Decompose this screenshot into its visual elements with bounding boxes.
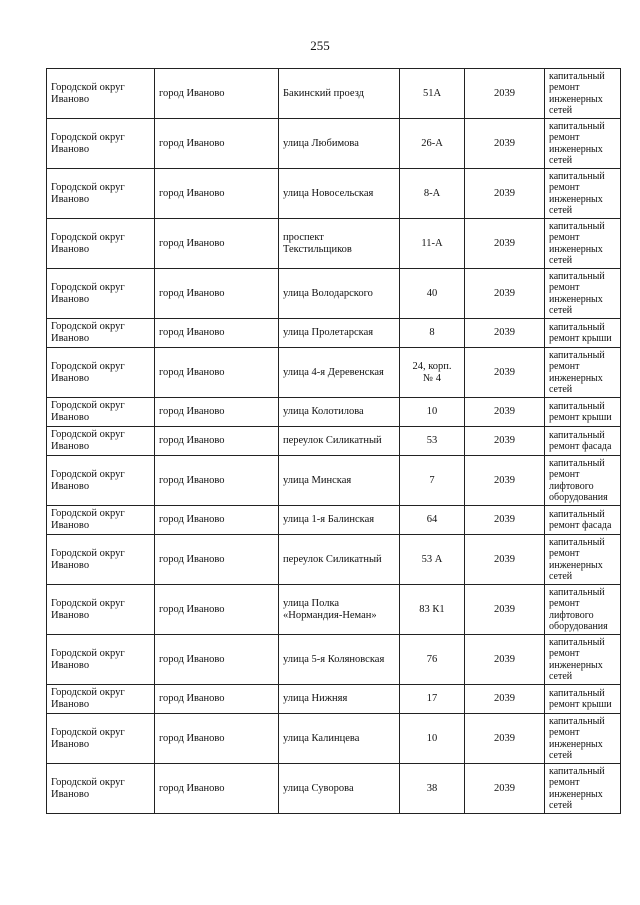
cell-city-text: город Иваново	[159, 603, 225, 615]
table-row	[47, 585, 621, 635]
cell-year	[465, 269, 545, 319]
cell-house-number-text: 76	[426, 653, 438, 665]
cell-work-type	[545, 714, 621, 764]
cell-city-text: город Иваново	[159, 653, 225, 665]
cell-year	[465, 764, 545, 814]
cell-district	[47, 714, 155, 764]
cell-year	[465, 427, 545, 456]
cell-work-type-text: капитальный ремонт инженерных сетей	[549, 349, 605, 395]
cell-street	[279, 685, 400, 714]
cell-house-number-text: 7	[429, 474, 435, 486]
page-number: 255	[310, 38, 330, 53]
cell-district-text: Городской округ Иваново	[51, 687, 125, 710]
cell-year	[465, 348, 545, 398]
cell-year-text: 2039	[494, 514, 515, 525]
cell-house-number-text: 40	[426, 287, 438, 299]
table-row	[47, 714, 621, 764]
cell-city	[155, 319, 279, 348]
cell-work-type-text: капитальный ремонт инженерных сетей	[549, 715, 605, 761]
cell-city	[155, 764, 279, 814]
cell-house-number-text: 11-А	[421, 237, 443, 249]
cell-street-text: улица Нижняя	[283, 693, 348, 704]
cell-work-type-text: капитальный ремонт лифтового оборудования	[549, 457, 608, 503]
cell-city-text: город Иваново	[159, 732, 225, 744]
cell-street	[279, 714, 400, 764]
cell-street	[279, 585, 400, 635]
cell-house-number-text: 53	[426, 435, 438, 446]
cell-district	[47, 169, 155, 219]
table-row	[47, 685, 621, 714]
cell-city-text: город Иваново	[159, 406, 225, 417]
cell-city	[155, 427, 279, 456]
cell-city-text: город Иваново	[159, 366, 225, 378]
cell-house-number	[400, 456, 465, 506]
cell-house-number	[400, 635, 465, 685]
cell-work-type-text: капитальный ремонт крыши	[549, 687, 612, 710]
cell-street	[279, 169, 400, 219]
cell-district	[47, 506, 155, 535]
cell-work-type-text: капитальный ремонт инженерных сетей	[549, 170, 605, 216]
cell-district	[47, 69, 155, 119]
cell-work-type	[545, 764, 621, 814]
cell-work-type-text: капитальный ремонт инженерных сетей	[549, 270, 605, 316]
cell-district-text: Городской округ Иваново	[51, 281, 125, 305]
cell-street	[279, 69, 400, 119]
cell-city-text: город Иваново	[159, 514, 225, 525]
cell-year-text: 2039	[494, 603, 515, 615]
cell-district-text: Городской округ Иваново	[51, 508, 125, 531]
cell-city	[155, 398, 279, 427]
cell-street-text: улица 5-я Коляновская	[283, 653, 385, 665]
cell-city-text: город Иваново	[159, 782, 225, 794]
cell-work-type	[545, 119, 621, 169]
cell-street	[279, 535, 400, 585]
cell-year-text: 2039	[494, 327, 515, 338]
registry-table	[46, 68, 621, 814]
table-row	[47, 69, 621, 119]
cell-district-text: Городской округ Иваново	[51, 597, 125, 621]
cell-street-text: улица Полка «Нормандия-Неман»	[283, 597, 377, 621]
cell-district	[47, 764, 155, 814]
cell-city	[155, 169, 279, 219]
cell-street-text: улица Колотилова	[283, 406, 364, 417]
cell-year-text: 2039	[494, 553, 515, 565]
cell-city-text: город Иваново	[159, 237, 225, 249]
cell-district-text: Городской округ Иваново	[51, 547, 125, 571]
cell-district-text: Городской округ Иваново	[51, 468, 125, 492]
cell-work-type-text: капитальный ремонт фасада	[549, 508, 612, 531]
cell-year	[465, 169, 545, 219]
cell-work-type	[545, 427, 621, 456]
table-row	[47, 764, 621, 814]
cell-city	[155, 685, 279, 714]
cell-district	[47, 348, 155, 398]
cell-district-text: Городской округ Иваново	[51, 726, 125, 750]
cell-district	[47, 585, 155, 635]
table-row	[47, 319, 621, 348]
table-row	[47, 635, 621, 685]
cell-street-text: Бакинский проезд	[283, 87, 364, 99]
cell-street-text: переулок Силикатный	[283, 553, 382, 565]
cell-district-text: Городской округ Иваново	[51, 647, 125, 671]
cell-year	[465, 398, 545, 427]
cell-house-number-text: 26-А	[421, 137, 443, 149]
cell-street-text: улица Калинцева	[283, 732, 360, 744]
cell-city	[155, 635, 279, 685]
cell-street	[279, 319, 400, 348]
cell-city	[155, 119, 279, 169]
table-row	[47, 427, 621, 456]
cell-city-text: город Иваново	[159, 553, 225, 565]
cell-house-number	[400, 398, 465, 427]
cell-year	[465, 585, 545, 635]
cell-house-number	[400, 69, 465, 119]
cell-work-type	[545, 219, 621, 269]
cell-year-text: 2039	[494, 366, 515, 378]
cell-street	[279, 219, 400, 269]
cell-house-number	[400, 685, 465, 714]
cell-year-text: 2039	[494, 693, 515, 704]
cell-work-type-text: капитальный ремонт лифтового оборудования	[549, 586, 608, 632]
cell-year-text: 2039	[494, 435, 515, 446]
cell-work-type	[545, 585, 621, 635]
cell-house-number	[400, 585, 465, 635]
cell-year-text: 2039	[494, 237, 515, 249]
cell-district	[47, 685, 155, 714]
cell-city	[155, 456, 279, 506]
cell-year-text: 2039	[494, 87, 515, 99]
cell-work-type	[545, 348, 621, 398]
cell-house-number	[400, 319, 465, 348]
cell-year-text: 2039	[494, 287, 515, 299]
cell-city-text: город Иваново	[159, 327, 225, 338]
cell-house-number	[400, 169, 465, 219]
cell-work-type	[545, 456, 621, 506]
cell-year	[465, 635, 545, 685]
cell-city-text: город Иваново	[159, 474, 225, 486]
cell-house-number-text: 24, корп. № 4	[412, 360, 452, 384]
cell-year-text: 2039	[494, 406, 515, 417]
cell-city	[155, 714, 279, 764]
cell-district	[47, 398, 155, 427]
cell-house-number	[400, 348, 465, 398]
cell-year-text: 2039	[494, 187, 515, 199]
cell-house-number	[400, 119, 465, 169]
cell-district-text: Городской округ Иваново	[51, 81, 125, 105]
table-row	[47, 456, 621, 506]
cell-district-text: Городской округ Иваново	[51, 181, 125, 205]
cell-city	[155, 269, 279, 319]
cell-house-number	[400, 506, 465, 535]
cell-work-type	[545, 398, 621, 427]
cell-street	[279, 348, 400, 398]
cell-city-text: город Иваново	[159, 187, 225, 199]
cell-city	[155, 535, 279, 585]
cell-city-text: город Иваново	[159, 137, 225, 149]
cell-work-type-text: капитальный ремонт инженерных сетей	[549, 220, 605, 266]
cell-district	[47, 456, 155, 506]
table-row	[47, 119, 621, 169]
cell-work-type-text: капитальный ремонт инженерных сетей	[549, 70, 605, 116]
cell-year-text: 2039	[494, 732, 515, 744]
cell-street	[279, 506, 400, 535]
cell-street-text: улица Пролетарская	[283, 327, 374, 338]
cell-street	[279, 398, 400, 427]
cell-district	[47, 427, 155, 456]
cell-year	[465, 119, 545, 169]
cell-work-type	[545, 169, 621, 219]
cell-house-number-text: 64	[426, 514, 438, 525]
cell-street-text: улица Володарского	[283, 287, 373, 299]
cell-year	[465, 456, 545, 506]
cell-district	[47, 635, 155, 685]
cell-district-text: Городской округ Иваново	[51, 360, 125, 384]
cell-city-text: город Иваново	[159, 87, 225, 99]
table-row	[47, 219, 621, 269]
cell-house-number-text: 53 А	[421, 553, 443, 565]
cell-city	[155, 69, 279, 119]
cell-district-text: Городской округ Иваново	[51, 429, 125, 452]
cell-year	[465, 319, 545, 348]
table-row	[47, 506, 621, 535]
cell-work-type	[545, 269, 621, 319]
table-row	[47, 169, 621, 219]
cell-year-text: 2039	[494, 474, 515, 486]
cell-district	[47, 319, 155, 348]
cell-house-number-text: 8	[429, 327, 435, 338]
cell-work-type	[545, 506, 621, 535]
cell-street-text: улица 1-я Балинская	[283, 514, 375, 525]
cell-work-type-text: капитальный ремонт крыши	[549, 321, 612, 344]
cell-work-type	[545, 635, 621, 685]
cell-year-text: 2039	[494, 137, 515, 149]
cell-work-type-text: капитальный ремонт инженерных сетей	[549, 765, 605, 811]
cell-street	[279, 635, 400, 685]
cell-city-text: город Иваново	[159, 693, 225, 704]
cell-house-number	[400, 219, 465, 269]
cell-house-number	[400, 535, 465, 585]
cell-house-number-text: 83 К1	[419, 603, 445, 615]
cell-house-number-text: 10	[426, 732, 438, 744]
cell-street	[279, 456, 400, 506]
cell-house-number-text: 8-А	[423, 187, 441, 199]
cell-work-type	[545, 69, 621, 119]
cell-street-text: улица Суворова	[283, 782, 354, 794]
cell-street	[279, 427, 400, 456]
cell-city-text: город Иваново	[159, 435, 225, 446]
cell-city	[155, 219, 279, 269]
cell-district-text: Городской округ Иваново	[51, 321, 125, 344]
cell-work-type-text: капитальный ремонт фасада	[549, 429, 612, 452]
cell-district-text: Городской округ Иваново	[51, 400, 125, 423]
cell-city	[155, 506, 279, 535]
cell-district-text: Городской округ Иваново	[51, 131, 125, 155]
cell-house-number	[400, 269, 465, 319]
cell-year	[465, 506, 545, 535]
cell-district-text: Городской округ Иваново	[51, 231, 125, 255]
table-row	[47, 269, 621, 319]
cell-work-type-text: капитальный ремонт инженерных сетей	[549, 120, 605, 166]
cell-district	[47, 119, 155, 169]
cell-street	[279, 119, 400, 169]
cell-city	[155, 348, 279, 398]
cell-street	[279, 764, 400, 814]
cell-year	[465, 685, 545, 714]
cell-year	[465, 535, 545, 585]
cell-house-number	[400, 714, 465, 764]
cell-house-number-text: 17	[426, 693, 438, 704]
cell-city-text: город Иваново	[159, 287, 225, 299]
cell-work-type	[545, 535, 621, 585]
cell-work-type-text: капитальный ремонт инженерных сетей	[549, 536, 605, 582]
cell-city	[155, 585, 279, 635]
cell-street-text: улица 4-я Деревенская	[283, 366, 384, 378]
table-row	[47, 398, 621, 427]
cell-street-text: улица Любимова	[283, 137, 359, 149]
cell-district	[47, 219, 155, 269]
cell-work-type-text: капитальный ремонт инженерных сетей	[549, 636, 605, 682]
cell-work-type-text: капитальный ремонт крыши	[549, 400, 612, 423]
cell-house-number-text: 38	[426, 782, 438, 794]
cell-street-text: улица Минская	[283, 474, 352, 486]
cell-year	[465, 69, 545, 119]
cell-house-number-text: 51А	[422, 87, 442, 99]
table-row	[47, 535, 621, 585]
cell-work-type	[545, 685, 621, 714]
cell-street-text: переулок Силикатный	[283, 435, 382, 446]
table-body	[47, 69, 621, 814]
cell-district	[47, 269, 155, 319]
table-row	[47, 348, 621, 398]
cell-year-text: 2039	[494, 782, 515, 794]
cell-house-number	[400, 427, 465, 456]
cell-year-text: 2039	[494, 653, 515, 665]
cell-year	[465, 219, 545, 269]
cell-house-number-text: 10	[426, 406, 438, 417]
cell-street	[279, 269, 400, 319]
cell-district-text: Городской округ Иваново	[51, 776, 125, 800]
cell-district	[47, 535, 155, 585]
cell-street-text: улица Новосельская	[283, 187, 374, 199]
cell-house-number	[400, 764, 465, 814]
cell-work-type	[545, 319, 621, 348]
cell-street-text: проспект Текстильщиков	[283, 231, 352, 255]
cell-year	[465, 714, 545, 764]
